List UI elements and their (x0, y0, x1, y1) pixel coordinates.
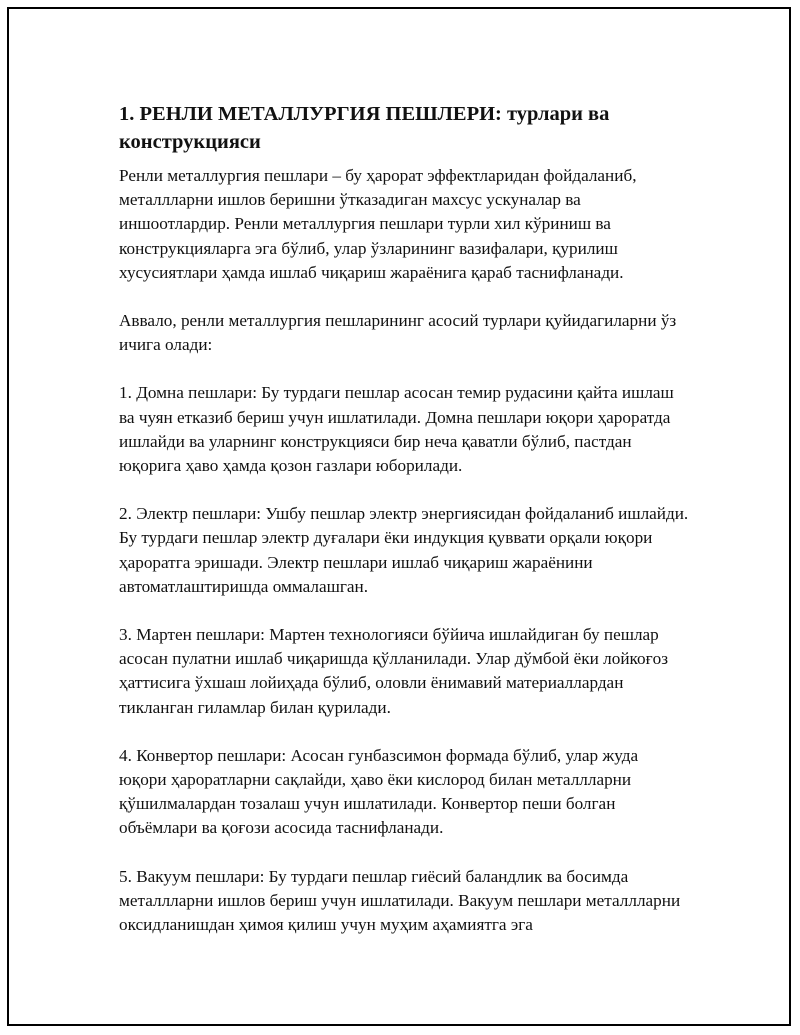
document-body (119, 100, 689, 937)
open-hearth-furnace-paragraph: 3. Мартен пешлари: Мартен технологияси бўйича ишлайдиган бу пешлар асосан пулатни ишлаб чиқаришда қўлланилади. Улар дўмбой ёки лойкоғоз ҳаттисига ўхшаш лойиҳада бўлиб, оловли ёнимавий материаллардан тикланган гиламлар билан қурилади. (119, 625, 669, 717)
document-title: 1. РЕНЛИ МЕТАЛЛУРГИЯ ПЕШЛЕРИ: турлари ва конструкцияси (119, 103, 610, 153)
vacuum-furnace-paragraph: 5. Вакуум пешлари: Бу турдаги пешлар гиёсий баландлик ва босимда металлларни ишлов бериш учун ишлатилади. Вакуум пешлари металлларни оксидланишдан ҳимоя қилиш учун муҳим аҳамиятга эга (119, 866, 681, 935)
types-lead-paragraph: Аввало, ренли металлургия пешларининг асосий турлари қуйидагиларни ўз ичига олади: (119, 311, 677, 355)
electric-furnace-paragraph: 2. Электр пешлари: Ушбу пешлар электр энергиясидан фойдаланиб ишлайди. Бу турдаги пешлар электр дуғалари ёки индукция қуввати орқали юқори ҳароратга эришади. Электр пешлари ишлаб чиқариш жараёнини автоматлаштиришда оммалашган. (119, 504, 689, 596)
document-page (7, 7, 791, 1026)
intro-paragraph: Ренли металлургия пешлари – бу ҳарорат эффектларидан фойдаланиб, металлларни ишлов беришни ўтказадиган махсус ускуналар ва иншоотлардир. Ренли металлургия пешлари турли хил кўриниш ва конструкцияларга эга бўлиб, улар ўзларининг вазифалари, қурилиш хусусиятлари ҳамда ишлаб чиқариш жараёнига қараб таснифланади. (119, 166, 637, 282)
converter-furnace-paragraph: 4. Конвертор пешлари: Асосан гунбазсимон формада бўлиб, улар жуда юқори ҳароратларни сақлайди, ҳаво ёки кислород билан металлларни қўшилмалардан тозалаш учун ишлатилади. Конвертор пеши болган объёмлари ва қоғози асосида таснифланади. (119, 745, 639, 838)
blast-furnace-paragraph: 1. Домна пешлари: Бу турдаги пешлар асосан темир рудасини қайта ишлаш ва чуян етказиб бериш учун ишлатилади. Домна пешлари юқори ҳароратда ишлайди ва уларнинг конструкцияси бир неча қаватли бўлиб, пастдан юқорига ҳаво ҳамда қозон газлари юборилади. (119, 383, 674, 476)
